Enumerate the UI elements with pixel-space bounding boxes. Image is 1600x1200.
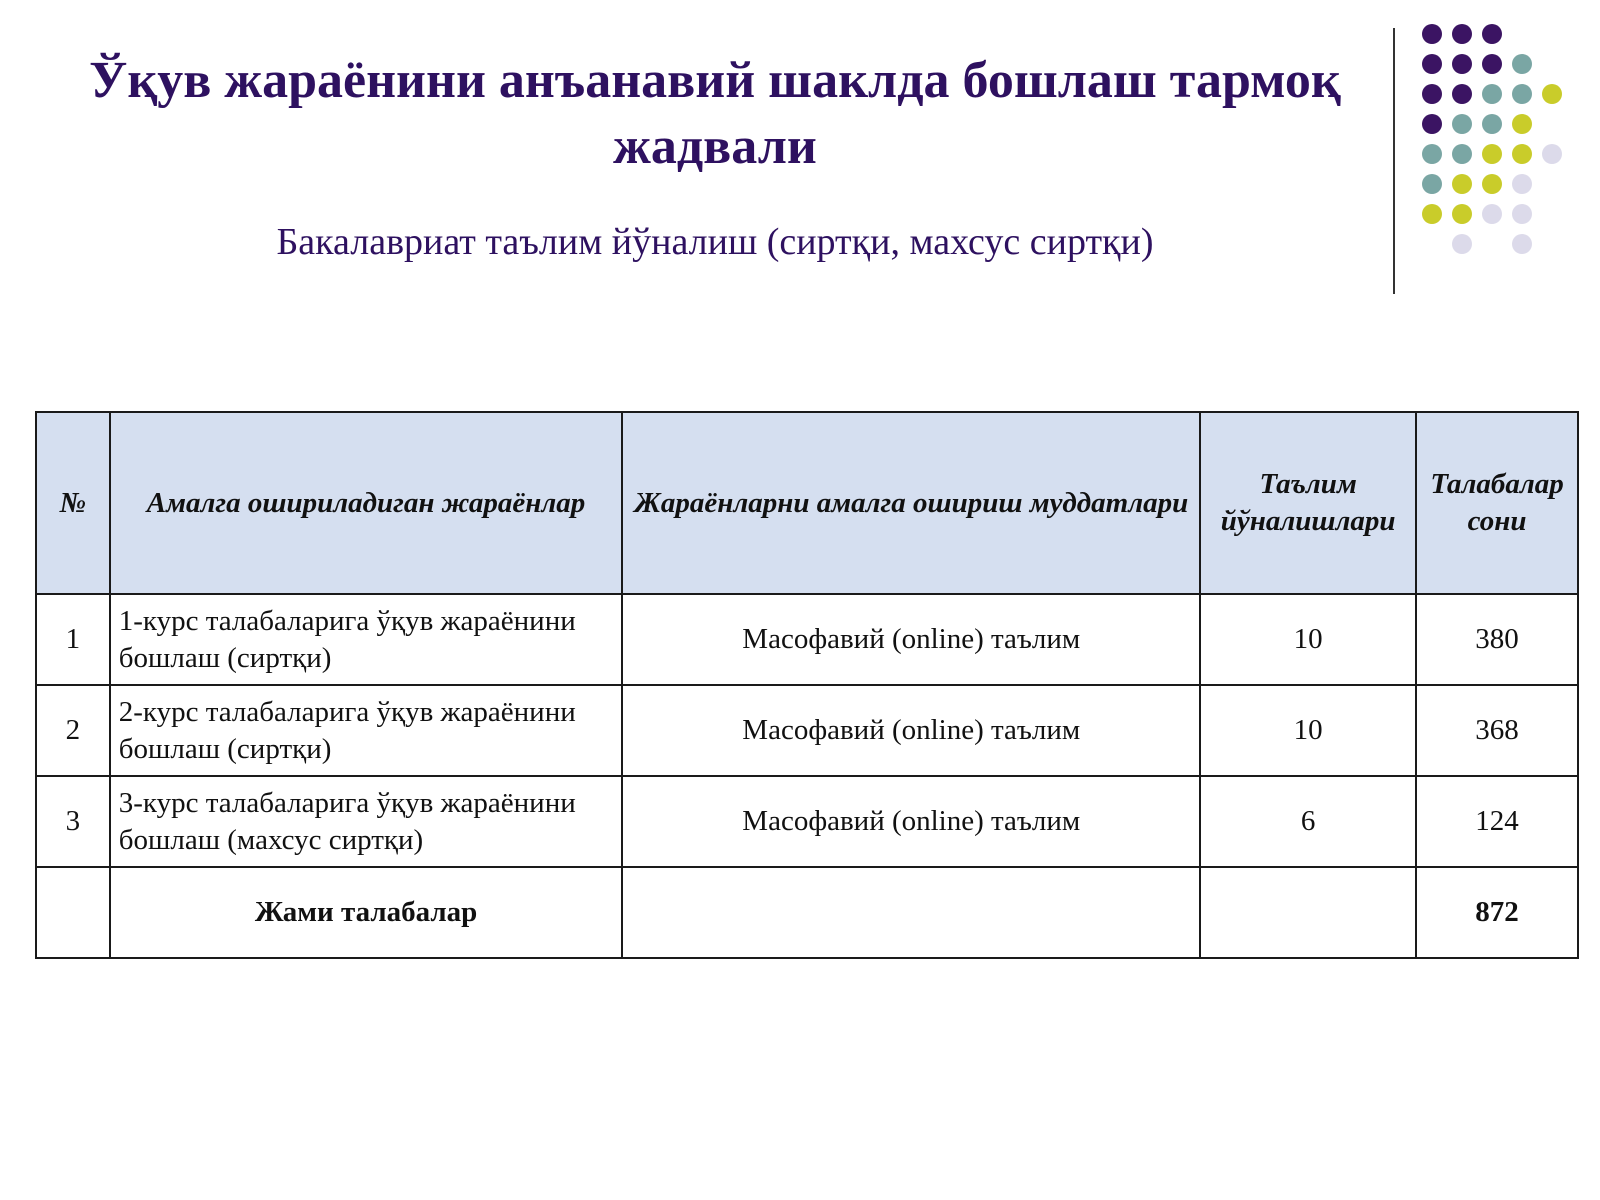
decorative-dot [1512, 54, 1532, 74]
decorative-dot [1512, 144, 1532, 164]
slide-title: Ўқув жараёнини анъанавий шаклда бошлаш тармоқ жадвали [89, 52, 1341, 175]
decorative-dot [1512, 174, 1532, 194]
cell-term: Масофавий (online) таълим [622, 776, 1200, 867]
decorative-dot [1452, 114, 1472, 134]
cell-directions: 10 [1200, 685, 1416, 776]
decorative-dot [1542, 144, 1562, 164]
decorative-dot [1422, 84, 1442, 104]
decorative-dot [1422, 144, 1442, 164]
cell-num: 1 [36, 594, 110, 685]
decorative-dot [1452, 234, 1472, 254]
decorative-dot [1482, 174, 1502, 194]
decorative-dot [1512, 234, 1532, 254]
decorative-dot [1422, 24, 1442, 44]
header-directions: Таълим йўналишлари [1200, 412, 1416, 594]
total-label: Жами талабалар [110, 867, 623, 958]
cell-empty [1200, 867, 1416, 958]
decorative-dot [1452, 84, 1472, 104]
header-students: Талабалар сони [1416, 412, 1578, 594]
decorative-dot [1422, 54, 1442, 74]
cell-process: 2-курс талабаларига ўқув жараёнини бошлаш (сиртқи) [110, 685, 623, 776]
table-total-row [36, 867, 1578, 958]
decorative-dot [1422, 204, 1442, 224]
cell-empty [36, 867, 110, 958]
decorative-dot [1482, 84, 1502, 104]
decorative-dot [1482, 24, 1502, 44]
decorative-dot [1452, 204, 1472, 224]
schedule-table [35, 411, 1579, 959]
table-header-row [36, 412, 1578, 594]
total-students: 872 [1416, 867, 1578, 958]
decorative-dot [1542, 84, 1562, 104]
header-num: № [36, 412, 110, 594]
cell-process: 3-курс талабаларига ўқув жараёнини бошлаш (махсус сиртқи) [110, 776, 623, 867]
decorative-dot-grid [1422, 24, 1592, 264]
decorative-dot [1512, 84, 1532, 104]
table-row [36, 685, 1578, 776]
decorative-dot [1422, 174, 1442, 194]
header-process: Амалга ошириладиган жараёнлар [110, 412, 623, 594]
table-row [36, 594, 1578, 685]
header-term: Жараёнларни амалга ошириш муддатлари [622, 412, 1200, 594]
cell-students: 380 [1416, 594, 1578, 685]
cell-term: Масофавий (online) таълим [622, 685, 1200, 776]
decorative-dot [1452, 174, 1472, 194]
decorative-dot [1452, 24, 1472, 44]
decorative-dot [1482, 114, 1502, 134]
decorative-dot [1422, 114, 1442, 134]
decorative-dot [1512, 114, 1532, 134]
decorative-dot [1452, 54, 1472, 74]
slide-subtitle: Бакалавриат таълим йўналиш (сиртқи, махсус сиртқи) [276, 221, 1154, 263]
cell-num: 3 [36, 776, 110, 867]
cell-students: 368 [1416, 685, 1578, 776]
decorative-dot [1482, 144, 1502, 164]
decorative-dot [1482, 204, 1502, 224]
cell-directions: 6 [1200, 776, 1416, 867]
table-row [36, 776, 1578, 867]
cell-num: 2 [36, 685, 110, 776]
cell-students: 124 [1416, 776, 1578, 867]
decorative-dot [1512, 204, 1532, 224]
decorative-dot [1482, 54, 1502, 74]
cell-process: 1-курс талабаларига ўқув жараёнини бошлаш (сиртқи) [110, 594, 623, 685]
cell-directions: 10 [1200, 594, 1416, 685]
divider-line [1393, 28, 1395, 294]
decorative-dot [1452, 144, 1472, 164]
cell-empty [622, 867, 1200, 958]
cell-term: Масофавий (online) таълим [622, 594, 1200, 685]
